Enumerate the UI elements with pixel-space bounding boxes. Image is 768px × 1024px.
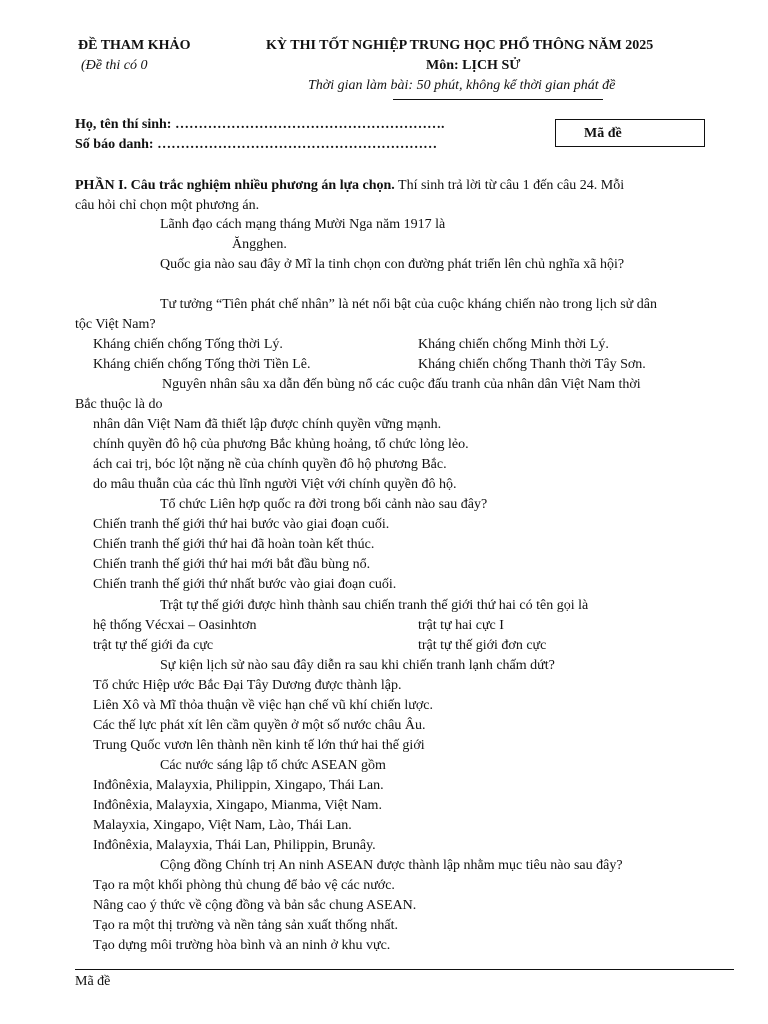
footer-rule [75, 969, 734, 970]
question-4-option-c: ách cai trị, bóc lột nặng nề của chính quyền đô hộ phương Bắc. [93, 457, 447, 472]
question-9-option-b: Nâng cao ý thức về cộng đồng và bản sắc chung ASEAN. [93, 898, 417, 913]
question-7: Sự kiện lịch sử nào sau đây diễn ra sau khi chiến tranh lạnh chấm dứt? [160, 658, 555, 673]
question-6-option-a: hệ thống Vécxai – Oasinhtơn [93, 618, 257, 633]
question-6-option-b: trật tự hai cực I [418, 618, 504, 633]
pages-note: (Đề thi có 0 [81, 58, 148, 73]
question-8-option-a: Inđônêxia, Malayxia, Philippin, Xingapo, Thái Lan. [93, 778, 384, 793]
question-7-option-b: Liên Xô và Mĩ thỏa thuận về việc hạn chế vũ khí chiến lược. [93, 698, 433, 713]
question-5: Tổ chức Liên hợp quốc ra đời trong bối cảnh nào sau đây? [160, 497, 488, 512]
exam-title: KỲ THI TỐT NGHIỆP TRUNG HỌC PHỔ THÔNG NĂM 2025 [266, 38, 654, 53]
question-8-option-b: Inđônêxia, Malayxia, Xingapo, Mianma, Việt Nam. [93, 798, 382, 813]
question-9-option-c: Tạo ra một thị trường và nền tảng sản xuất thống nhất. [93, 918, 399, 933]
question-8-option-d: Inđônêxia, Malayxia, Thái Lan, Philippin, Brunây. [93, 838, 376, 853]
question-6-option-c: trật tự thế giới đa cực [93, 638, 214, 653]
footer-code-label: Mã đề [75, 974, 111, 989]
question-1-option: Ăngghen. [232, 237, 287, 252]
question-4-option-b: chính quyền đô hộ của phương Bắc khủng hoảng, tổ chức lỏng lẻo. [93, 437, 469, 452]
question-7-option-a: Tổ chức Hiệp ước Bắc Đại Tây Dương được thành lập. [93, 678, 402, 693]
question-4-cont: Bắc thuộc là do [75, 397, 163, 412]
question-9-option-a: Tạo ra một khối phòng thủ chung để bảo vệ các nước. [93, 878, 395, 893]
question-3: Tư tưởng “Tiên phát chế nhân” là nét nổi bật của cuộc kháng chiến nào trong lịch sử dân [160, 297, 657, 312]
subject: Môn: LỊCH SỬ [426, 58, 521, 73]
question-9: Cộng đồng Chính trị An ninh ASEAN được thành lập nhằm mục tiêu nào sau đây? [160, 858, 623, 873]
question-8-option-c: Malayxia, Xingapo, Việt Nam, Lào, Thái Lan. [93, 818, 352, 833]
question-5-option-c: Chiến tranh thế giới thứ hai mới bắt đầu bùng nổ. [93, 557, 371, 572]
duration: Thời gian làm bài: 50 phút, không kể thời gian phát đề [308, 78, 616, 93]
question-6-option-d: trật tự thế giới đơn cực [418, 638, 547, 653]
student-name-line: Họ, tên thí sinh: …………………………………………………. [75, 117, 445, 132]
question-6: Trật tự thế giới được hình thành sau chiến tranh thế giới thứ hai có tên gọi là [160, 598, 589, 613]
question-8: Các nước sáng lập tổ chức ASEAN gồm [160, 758, 386, 773]
question-7-option-d: Trung Quốc vươn lên thành nền kinh tế lớn thứ hai thế giới [93, 738, 425, 753]
question-5-option-a: Chiến tranh thế giới thứ hai bước vào giai đoạn cuối. [93, 517, 390, 532]
reference-label: ĐỀ THAM KHẢO [78, 38, 191, 53]
exam-code-box [555, 119, 705, 147]
question-9-option-d: Tạo dựng môi trường hòa bình và an ninh ở khu vực. [93, 938, 391, 953]
question-5-option-d: Chiến tranh thế giới thứ nhất bước vào giai đoạn cuối. [93, 577, 397, 592]
question-4: Nguyên nhân sâu xa dẫn đến bùng nổ các cuộc đấu tranh của nhân dân Việt Nam thời [162, 377, 641, 392]
section-title: PHẦN I. Câu trắc nghiệm nhiều phương án lựa chọn. [75, 178, 395, 193]
section-instruction-cont: câu hỏi chỉ chọn một phương án. [75, 198, 260, 213]
question-3-option-b: Kháng chiến chống Minh thời Lý. [418, 337, 609, 352]
question-3-option-a: Kháng chiến chống Tống thời Lý. [93, 337, 283, 352]
question-3-cont: tộc Việt Nam? [75, 317, 156, 332]
question-4-option-a: nhân dân Việt Nam đã thiết lập được chính quyền vững mạnh. [93, 417, 442, 432]
question-4-option-d: do mâu thuẫn của các thủ lĩnh người Việt với chính quyền đô hộ. [93, 477, 457, 492]
question-1: Lãnh đạo cách mạng tháng Mười Nga năm 1917 là [160, 217, 446, 232]
question-5-option-b: Chiến tranh thế giới thứ hai đã hoàn toàn kết thúc. [93, 537, 375, 552]
question-3-option-c: Kháng chiến chống Tống thời Tiền Lê. [93, 357, 311, 372]
section-heading [75, 176, 624, 196]
exam-code-label: Mã đề [584, 126, 622, 141]
header-underline [393, 99, 603, 100]
question-3-option-d: Kháng chiến chống Thanh thời Tây Sơn. [418, 357, 646, 372]
question-2: Quốc gia nào sau đây ở Mĩ la tinh chọn con đường phát triển lên chủ nghĩa xã hội? [160, 257, 625, 272]
question-7-option-c: Các thế lực phát xít lên cầm quyền ở một số nước châu Âu. [93, 718, 426, 733]
section-instruction: Thí sinh trả lời từ câu 1 đến câu 24. Mỗi [394, 178, 625, 193]
student-id-line: Số báo danh: …………………………………………………… [75, 137, 438, 152]
